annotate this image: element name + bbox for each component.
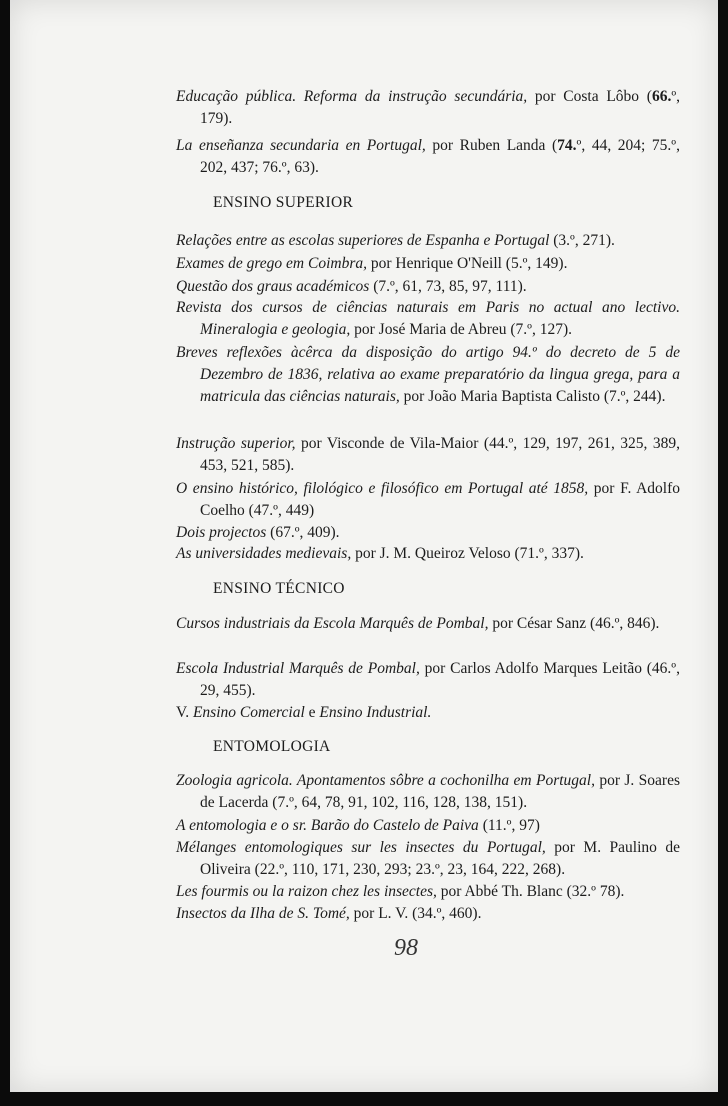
entry-title: Educação pública. Reforma da instrução secundária, [176, 88, 528, 105]
section-heading-ensino-tecnico: ENSINO TÉCNICO [213, 580, 345, 597]
entry-ref: por J. Soares de Lacerda (7.º, 64, 78, 91, 102, 116, 128, 138, 151). [200, 772, 680, 811]
entry-title: Breves reflexões àcêrca da disposição do artigo 94.º do decreto de 5 de Dezembro de 1836, relativa ao exame preparatório da lingua grega, para a matricula das ciências naturais, [176, 344, 680, 405]
entry-title: Questão dos graus académicos [176, 278, 370, 295]
entry-title: Escola Industrial Marquês de Pombal, [176, 660, 420, 677]
list-item [176, 522, 680, 544]
entry-title: Mélanges entomologiques sur les insectes du Portugal, [176, 839, 546, 856]
entry-ref: por César Sanz (46.º, 846). [488, 615, 660, 632]
entry-title: O ensino histórico, filológico e filosófico em Portugal até 1858, [176, 480, 589, 497]
entry-ref: º, 44, 204; 75.º, 202, 437; 76.º, 63). [200, 137, 680, 176]
page-number: 98 [394, 935, 418, 961]
entry-ref: por João Maria Baptista Calisto (7.º, 244). [399, 388, 666, 405]
list-item [176, 478, 680, 522]
entry-title: Exames de grego em Coimbra, [176, 255, 367, 272]
list-item [176, 543, 680, 565]
entry-title: Revista dos cursos de ciências naturais em Paris no actual ano lectivo. Mineralogia e geologia, [176, 299, 680, 338]
entry-prefix: V. [176, 704, 193, 721]
list-item [176, 658, 680, 702]
list-item [176, 881, 680, 903]
section-heading-ensino-superior: ENSINO SUPERIOR [213, 194, 354, 211]
entry-ref: por Henrique O'Neill (5.º, 149). [367, 255, 568, 272]
entry-ref: por Abbé Th. Blanc (32.º 78). [436, 883, 625, 900]
list-item [176, 903, 680, 925]
list-item [176, 342, 680, 408]
entry-title: Ensino Industrial. [319, 704, 432, 721]
section-heading-entomologia: ENTOMOLOGIA [213, 738, 331, 755]
list-item [176, 253, 680, 275]
list-item [176, 297, 680, 341]
list-item [176, 770, 680, 814]
entry-title: Relações entre as escolas superiores de Espanha e Portugal [176, 232, 550, 249]
entry-title: Cursos industriais da Escola Marquês de Pombal, [176, 615, 489, 632]
list-item [176, 837, 680, 881]
entry-ref: por Costa Lôbo ( [527, 88, 652, 105]
entry-ref: (7.º, 61, 73, 85, 97, 111). [369, 278, 527, 295]
list-item [176, 702, 680, 724]
entry-conjunction: e [304, 704, 320, 721]
entry-ref: por F. Adolfo Coelho (47.º, 449) [200, 480, 680, 519]
entry-title: Les fourmis ou la raizon chez les insectes, [176, 883, 437, 900]
entry-ref: por M. Paulino de Oliveira (22.º, 110, 171, 230, 293; 23.º, 23, 164, 222, 268). [200, 839, 680, 878]
list-item [176, 815, 680, 837]
list-item [176, 613, 680, 635]
entry-title: A entomologia e o sr. Barão do Castelo de Paiva [176, 817, 479, 834]
document-page [10, 0, 718, 1092]
entry-ref: º, 179). [200, 88, 680, 127]
entry-title: Ensino Comercial [192, 704, 305, 721]
list-item [176, 86, 680, 130]
entry-title: La enseñanza secundaria en Portugal, [176, 137, 426, 154]
entry-volume: 66. [651, 88, 672, 105]
list-item [176, 230, 680, 252]
entry-ref: por Visconde de Vila-Maior (44.º, 129, 197, 261, 325, 389, 453, 521, 585). [200, 435, 680, 474]
entry-ref: por Carlos Adolfo Marques Leitão (46.º, 29, 455). [200, 660, 680, 699]
entry-ref: (3.º, 271). [549, 232, 615, 249]
entry-title: Instrução superior, [176, 435, 296, 452]
entry-title: Dois projectos [176, 524, 267, 541]
list-item [176, 135, 680, 179]
entry-title: As universidades medievais, [176, 545, 352, 562]
entry-ref: por L. V. (34.º, 460). [349, 905, 482, 922]
entry-ref: por Ruben Landa ( [425, 137, 558, 154]
entry-ref: por J. M. Queiroz Veloso (71.º, 337). [351, 545, 584, 562]
list-item [176, 276, 680, 298]
entry-ref: (67.º, 409). [266, 524, 340, 541]
entry-title: Zoologia agricola. Apontamentos sôbre a cochonilha em Portugal, [176, 772, 595, 789]
entry-title: Insectos da Ilha de S. Tomé, [176, 905, 350, 922]
list-item [176, 433, 680, 477]
entry-volume: 74. [557, 137, 577, 154]
entry-ref: por José Maria de Abreu (7.º, 127). [350, 321, 573, 338]
entry-ref: (11.º, 97) [478, 817, 540, 834]
